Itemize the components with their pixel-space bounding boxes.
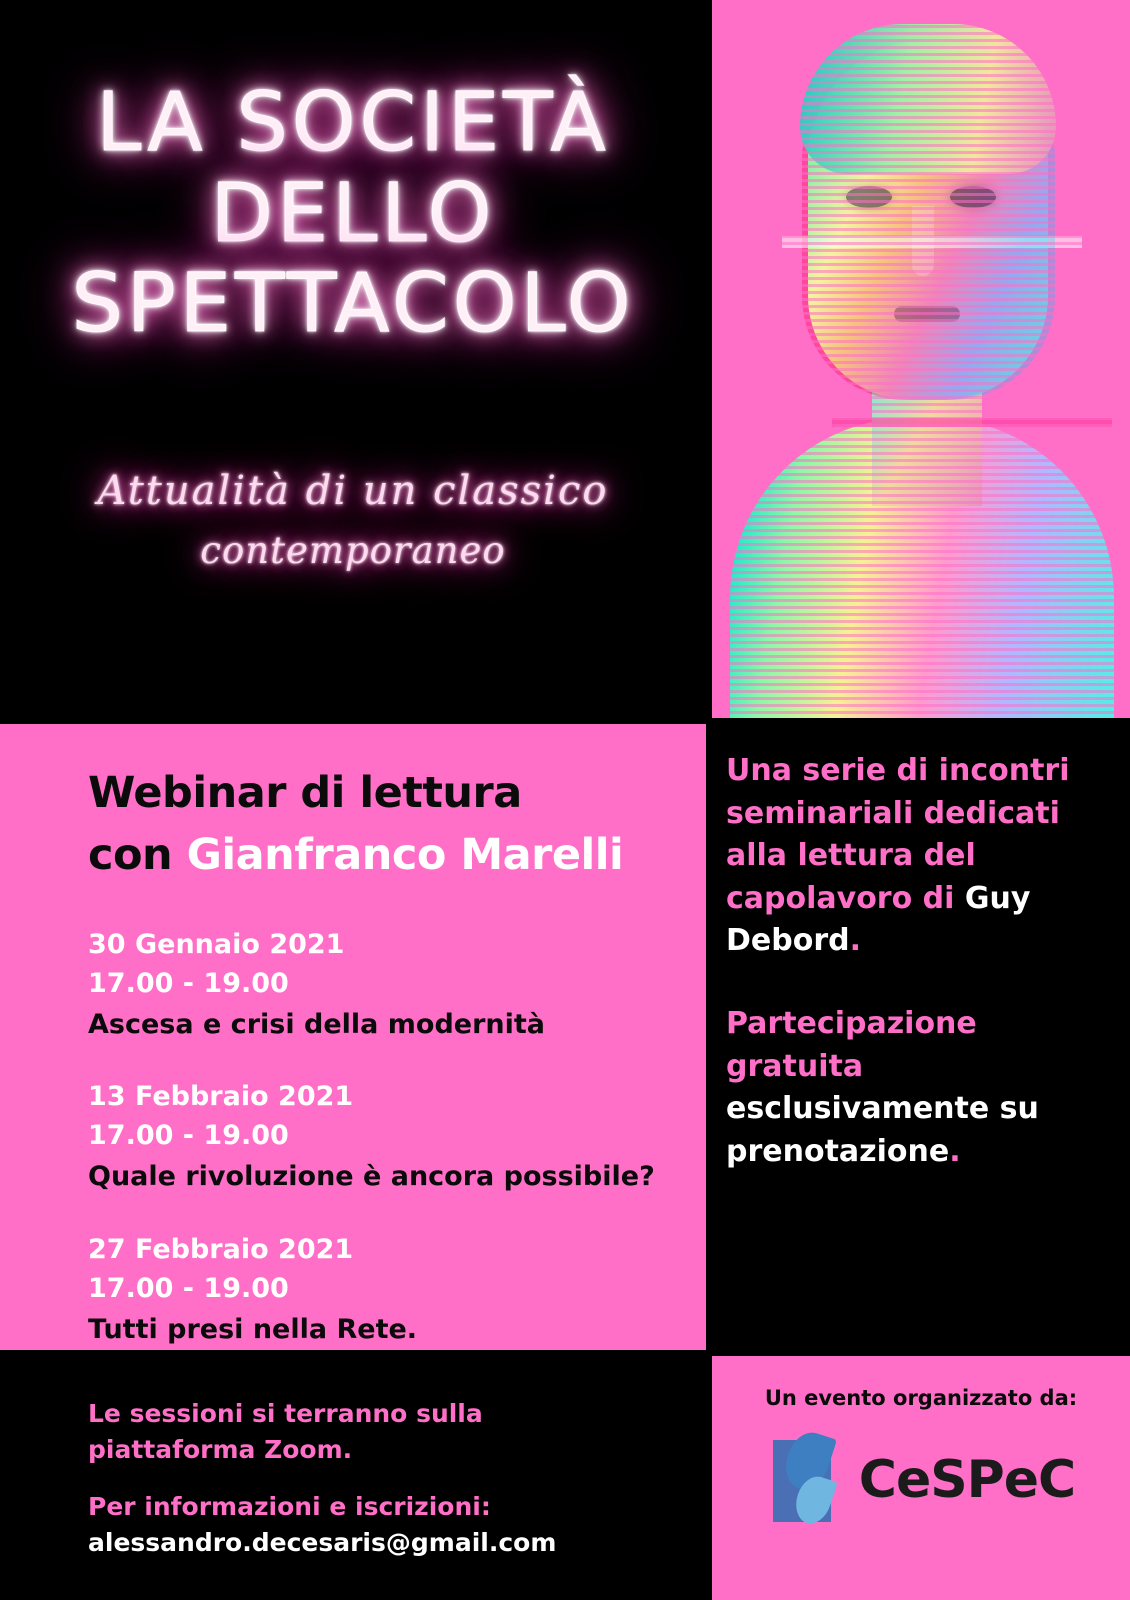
description-p1-highlight: Guy Debord [726, 880, 1031, 959]
portrait-eye-right [950, 186, 996, 208]
hero-image-panel [712, 0, 1130, 718]
hero-section [0, 0, 1130, 718]
spacer [88, 1467, 676, 1489]
info-label: Per informazioni e iscrizioni: [88, 1492, 491, 1521]
glitch-band-cyan [782, 236, 1082, 248]
session-title: Tutti presi nella Rete. [88, 1313, 418, 1345]
program-panel [0, 724, 706, 1350]
session-list [88, 925, 662, 1349]
platform-line-1: Le sessioni si terranno sulla [88, 1399, 483, 1428]
cespec-logo-icon [767, 1432, 845, 1528]
glitch-band-magenta [832, 418, 1112, 427]
description-p2-end: . [949, 1133, 961, 1169]
program-headline-line-2 [88, 824, 662, 886]
description-p2-highlight: esclusivamente su prenotazione [726, 1091, 1039, 1169]
contact-panel [0, 1356, 706, 1600]
organizer-name: CeSPeC [858, 1450, 1076, 1510]
poster-title-line-2: DELLO [210, 166, 496, 261]
session-time: 17.00 - 19.00 [88, 1272, 289, 1304]
description-paragraph-1 [726, 750, 1104, 963]
program-headline [88, 762, 662, 887]
session-item [88, 1077, 662, 1196]
program-speaker-name: Gianfranco Marelli [186, 830, 624, 881]
session-time: 17.00 - 19.00 [88, 1120, 289, 1152]
portrait-eye-left [846, 186, 892, 208]
poster-title-line-3: SPETTACOLO [71, 257, 635, 352]
session-item [88, 925, 662, 1044]
platform-line-2: piattaforma Zoom. [88, 1434, 353, 1464]
session-item [88, 1230, 662, 1349]
organizer-panel [712, 1356, 1130, 1600]
description-panel [712, 724, 1130, 1350]
session-date: 30 Gennaio 2021 [88, 928, 345, 960]
hero-title-panel [0, 0, 706, 718]
organizer-label: Un evento organizzato da: [764, 1386, 1078, 1410]
description-p1-text: Una serie di incontri seminariali dedicati alla lettura del capolavoro di [726, 753, 1070, 916]
glitch-portrait-icon [722, 6, 1122, 718]
description-paragraph-2 [726, 1003, 1104, 1173]
portrait-hair [800, 24, 1056, 174]
poster-title [0, 78, 706, 350]
poster-subtitle [0, 460, 706, 579]
session-date: 13 Febbraio 2021 [88, 1081, 354, 1113]
contact-email[interactable]: alessandro.decesaris@gmail.com [88, 1527, 557, 1557]
session-title: Ascesa e crisi della modernità [88, 1008, 545, 1040]
poster-subtitle-line-2: contemporaneo [200, 529, 506, 572]
poster-subtitle-line-1: Attualità di un classico [97, 468, 609, 514]
program-headline-prefix: con [88, 830, 187, 881]
organizer-logo [732, 1432, 1110, 1528]
session-date: 27 Febbraio 2021 [88, 1233, 354, 1265]
session-title: Quale rivoluzione è ancora possibile? [88, 1161, 655, 1193]
poster-title-line-1: LA SOCIETÀ [96, 76, 610, 170]
session-time: 17.00 - 19.00 [88, 967, 289, 999]
portrait-mouth [894, 306, 960, 322]
description-p2-text: Partecipazione gratuita [726, 1005, 977, 1084]
program-headline-line-1: Webinar di lettura [88, 768, 522, 818]
description-p1-end: . [849, 923, 862, 959]
